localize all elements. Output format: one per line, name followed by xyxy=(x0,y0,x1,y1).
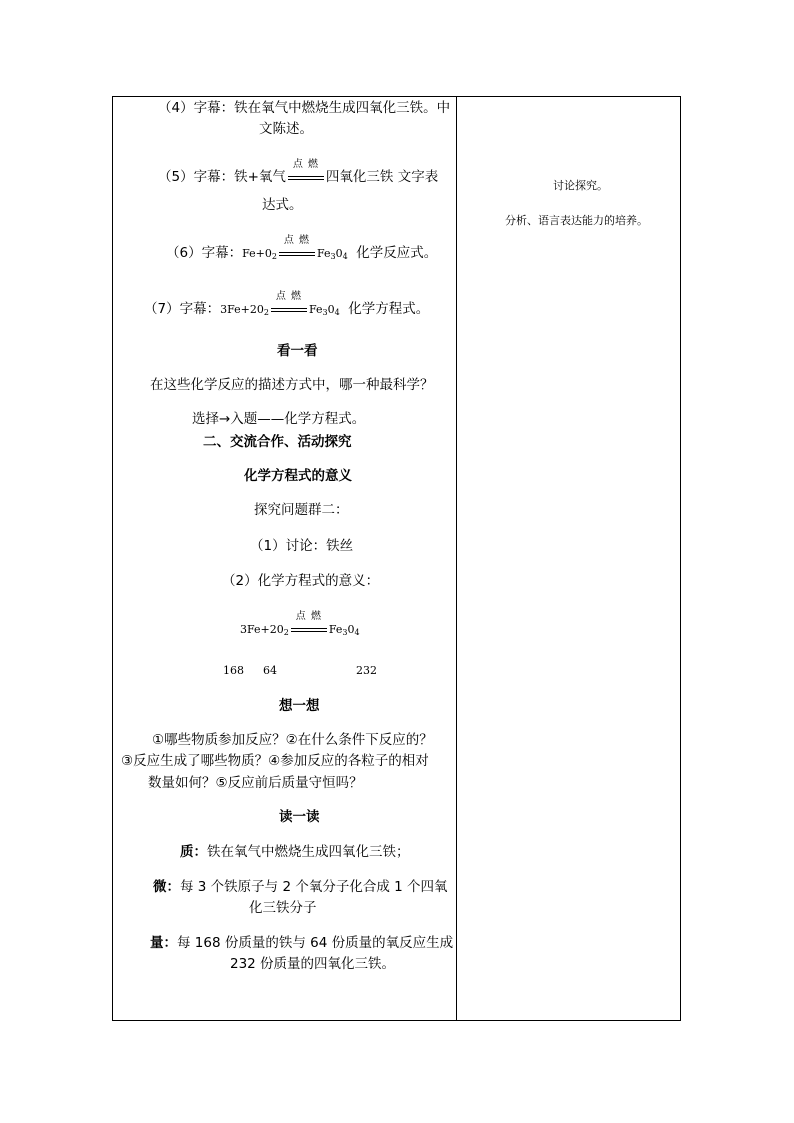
heading-read: 读一读 xyxy=(279,809,320,825)
right-note-1: 讨论探究。 xyxy=(553,179,608,192)
think-line-2: ③反应生成了哪些物质？④参加反应的各粒子的相对 xyxy=(121,753,429,769)
eq7-right: $Fe_30_4$ xyxy=(308,303,340,317)
line-6-post: 化学反应式。 xyxy=(356,245,438,261)
question-kan: 在这些化学反应的描述方式中，哪一种最科学？ xyxy=(150,377,434,393)
line-7-post: 化学方程式。 xyxy=(348,301,430,317)
condition-label: 点 燃 xyxy=(275,291,303,302)
reaction-arrow xyxy=(271,291,307,318)
eq7-left: $3Fe+20_2$ xyxy=(220,303,269,317)
mass-232: 232 xyxy=(356,664,377,677)
zhi-text: 铁在氧气中燃烧生成四氧化三铁； xyxy=(207,844,410,860)
right-note-2: 分析、语言表达能力的培养。 xyxy=(505,214,648,227)
line-5b: 达式。 xyxy=(262,197,303,213)
explore-group: 探究问题群二： xyxy=(254,502,349,518)
line-4b: 文陈述。 xyxy=(259,121,313,137)
reaction-arrow xyxy=(291,611,327,638)
mass-64: 64 xyxy=(263,664,277,677)
wei-text: 每 3 个铁原子与 2 个氧分子化合成 1 个四氧 xyxy=(180,879,448,895)
column-divider xyxy=(456,96,457,1021)
line-5-post: 四氧化三铁 文字表 xyxy=(325,169,439,185)
line-6 xyxy=(166,235,438,266)
heading-think: 想一想 xyxy=(279,698,320,714)
condition-label: 点 燃 xyxy=(295,611,322,622)
line-5-pre: （5）字幕：铁+氧气 xyxy=(158,169,286,185)
heading-kan: 看一看 xyxy=(277,343,318,359)
eq6-right: $Fe_30_4$ xyxy=(316,247,348,261)
equation-main xyxy=(240,611,360,642)
liang-label: 量： xyxy=(150,935,177,951)
reaction-arrow xyxy=(279,235,315,262)
choose-line: 选择→入题——化学方程式。 xyxy=(192,411,366,427)
eq6-left: $Fe+0_2$ xyxy=(242,247,277,261)
liang-line xyxy=(150,934,453,952)
think-line-1: ①哪些物质参加反应？②在什么条件下反应的？ xyxy=(152,732,433,748)
meaning-line: （2）化学方程式的意义： xyxy=(222,573,380,589)
line-5 xyxy=(158,159,439,186)
mass-168: 168 xyxy=(223,664,244,677)
think-line-3: 数量如何？⑤反应前后质量守恒吗？ xyxy=(148,775,363,791)
zhi-label: 质： xyxy=(180,844,207,860)
eq-right: $Fe_30_4$ xyxy=(328,623,360,637)
heading-meaning: 化学方程式的意义 xyxy=(244,468,352,484)
reaction-arrow xyxy=(288,159,324,186)
liang-line-2: 232 份质量的四氧化三铁。 xyxy=(230,956,396,972)
condition-label: 点 燃 xyxy=(292,159,319,170)
zhi-line xyxy=(180,843,410,861)
wei-line xyxy=(153,878,448,896)
liang-text: 每 168 份质量的铁与 64 份质量的氧反应生成 xyxy=(177,935,454,951)
line-7-pre: （7）字幕： xyxy=(144,301,221,317)
section-2-title: 二、交流合作、活动探究 xyxy=(203,434,352,450)
wei-label: 微： xyxy=(153,879,180,895)
discuss-line: （1）讨论：铁丝 xyxy=(250,538,354,554)
line-6-pre: （6）字幕： xyxy=(166,245,243,261)
wei-line-2: 化三铁分子 xyxy=(249,900,317,916)
line-4a: （4）字幕：铁在氧气中燃烧生成四氧化三铁。中 xyxy=(158,100,451,116)
line-7 xyxy=(144,291,430,322)
eq-left: $3Fe+20_2$ xyxy=(240,623,289,637)
condition-label: 点 燃 xyxy=(283,235,311,246)
